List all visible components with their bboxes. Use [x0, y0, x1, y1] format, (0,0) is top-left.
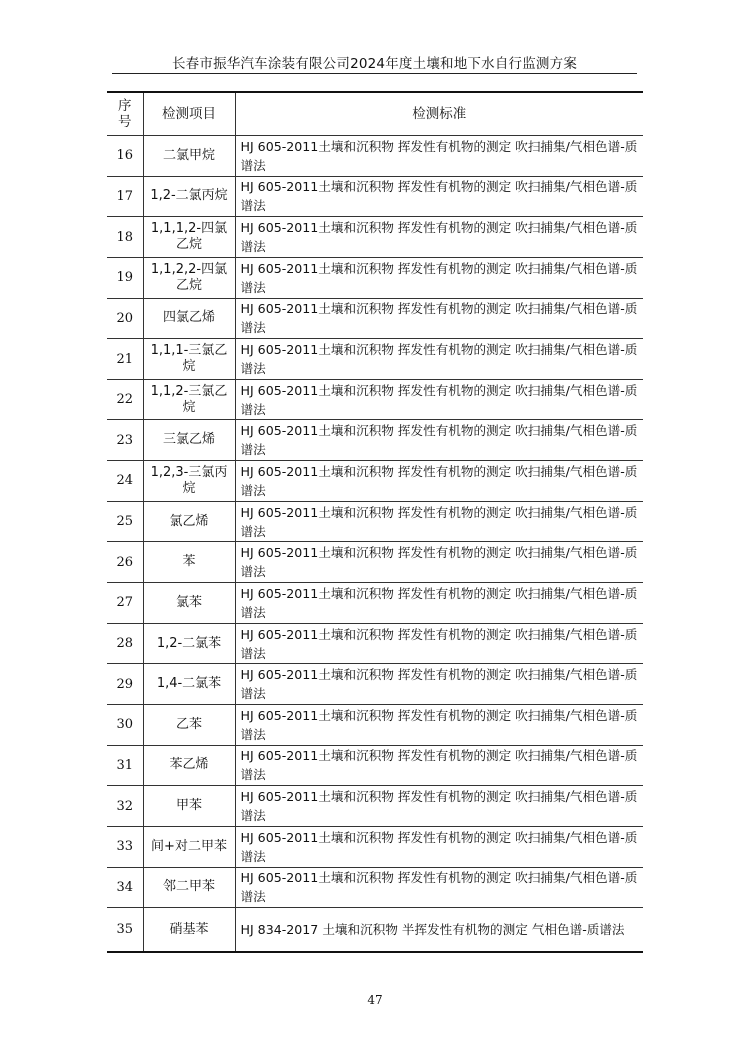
row-standard: HJ 605-2011土壤和沉积物 挥发性有机物的测定 吹扫捕集/气相色谱-质谱法 [235, 379, 643, 420]
row-seq: 20 [107, 298, 143, 339]
table-row [107, 623, 643, 664]
row-standard: HJ 605-2011土壤和沉积物 挥发性有机物的测定 吹扫捕集/气相色谱-质谱法 [235, 826, 643, 867]
row-seq: 16 [107, 136, 143, 177]
table-row [107, 217, 643, 258]
row-item: 二氯甲烷 [143, 136, 235, 177]
row-seq: 25 [107, 501, 143, 542]
row-item: 1,2,3-三氯丙烷 [143, 461, 235, 502]
row-seq: 19 [107, 257, 143, 298]
row-standard: HJ 605-2011土壤和沉积物 挥发性有机物的测定 吹扫捕集/气相色谱-质谱法 [235, 461, 643, 502]
row-item: 苯乙烯 [143, 745, 235, 786]
row-item: 苯 [143, 542, 235, 583]
row-standard: HJ 834-2017 土壤和沉积物 半挥发性有机物的测定 气相色谱-质谱法 [235, 908, 643, 953]
row-seq: 28 [107, 623, 143, 664]
row-seq: 29 [107, 664, 143, 705]
row-standard: HJ 605-2011土壤和沉积物 挥发性有机物的测定 吹扫捕集/气相色谱-质谱法 [235, 257, 643, 298]
row-item: 1,1,2,2-四氯乙烷 [143, 257, 235, 298]
row-standard: HJ 605-2011土壤和沉积物 挥发性有机物的测定 吹扫捕集/气相色谱-质谱法 [235, 339, 643, 380]
row-item: 乙苯 [143, 704, 235, 745]
row-standard: HJ 605-2011土壤和沉积物 挥发性有机物的测定 吹扫捕集/气相色谱-质谱法 [235, 420, 643, 461]
row-item: 1,4-二氯苯 [143, 664, 235, 705]
table-row [107, 908, 643, 953]
row-seq: 18 [107, 217, 143, 258]
row-seq: 21 [107, 339, 143, 380]
row-standard: HJ 605-2011土壤和沉积物 挥发性有机物的测定 吹扫捕集/气相色谱-质谱法 [235, 136, 643, 177]
table-row [107, 298, 643, 339]
column-header-standard: 检测标准 [235, 92, 643, 136]
row-seq: 27 [107, 583, 143, 624]
table-row [107, 583, 643, 624]
row-standard: HJ 605-2011土壤和沉积物 挥发性有机物的测定 吹扫捕集/气相色谱-质谱法 [235, 217, 643, 258]
row-standard: HJ 605-2011土壤和沉积物 挥发性有机物的测定 吹扫捕集/气相色谱-质谱法 [235, 623, 643, 664]
row-standard: HJ 605-2011土壤和沉积物 挥发性有机物的测定 吹扫捕集/气相色谱-质谱法 [235, 583, 643, 624]
row-item: 三氯乙烯 [143, 420, 235, 461]
table-row [107, 501, 643, 542]
table-row [107, 826, 643, 867]
row-item: 1,2-二氯丙烷 [143, 176, 235, 217]
row-item: 邻二甲苯 [143, 867, 235, 908]
table-row [107, 461, 643, 502]
row-seq: 30 [107, 704, 143, 745]
row-item: 甲苯 [143, 786, 235, 827]
table-row [107, 542, 643, 583]
row-item: 1,1,1,2-四氯乙烷 [143, 217, 235, 258]
row-standard: HJ 605-2011土壤和沉积物 挥发性有机物的测定 吹扫捕集/气相色谱-质谱法 [235, 664, 643, 705]
page-header-title: 长春市振华汽车涂装有限公司2024年度土壤和地下水自行监测方案 [171, 56, 578, 72]
table-row [107, 176, 643, 217]
table-row [107, 257, 643, 298]
column-header-item: 检测项目 [143, 92, 235, 136]
row-standard: HJ 605-2011土壤和沉积物 挥发性有机物的测定 吹扫捕集/气相色谱-质谱法 [235, 176, 643, 217]
row-standard: HJ 605-2011土壤和沉积物 挥发性有机物的测定 吹扫捕集/气相色谱-质谱法 [235, 786, 643, 827]
row-seq: 31 [107, 745, 143, 786]
table-row [107, 420, 643, 461]
table-container [107, 91, 643, 953]
table-row [107, 704, 643, 745]
table-row [107, 339, 643, 380]
table-row [107, 745, 643, 786]
row-seq: 32 [107, 786, 143, 827]
table-header-row [107, 92, 643, 136]
row-seq: 34 [107, 867, 143, 908]
row-seq: 22 [107, 379, 143, 420]
table-row [107, 867, 643, 908]
row-standard: HJ 605-2011土壤和沉积物 挥发性有机物的测定 吹扫捕集/气相色谱-质谱法 [235, 501, 643, 542]
row-item: 硝基苯 [143, 908, 235, 953]
table-body [107, 136, 643, 953]
header-divider [112, 73, 637, 74]
row-standard: HJ 605-2011土壤和沉积物 挥发性有机物的测定 吹扫捕集/气相色谱-质谱法 [235, 542, 643, 583]
page-number: 47 [367, 993, 383, 1007]
row-seq: 26 [107, 542, 143, 583]
table-row [107, 136, 643, 177]
column-header-seq-label: 序号 [118, 98, 132, 130]
row-standard: HJ 605-2011土壤和沉积物 挥发性有机物的测定 吹扫捕集/气相色谱-质谱法 [235, 298, 643, 339]
column-header-seq [107, 92, 143, 136]
monitoring-standards-table [107, 91, 643, 953]
row-seq: 33 [107, 826, 143, 867]
row-seq: 17 [107, 176, 143, 217]
row-standard: HJ 605-2011土壤和沉积物 挥发性有机物的测定 吹扫捕集/气相色谱-质谱法 [235, 704, 643, 745]
row-item: 四氯乙烯 [143, 298, 235, 339]
table-row [107, 379, 643, 420]
row-item: 1,1,1-三氯乙烷 [143, 339, 235, 380]
row-seq: 24 [107, 461, 143, 502]
table-row [107, 786, 643, 827]
row-item: 间+对二甲苯 [143, 826, 235, 867]
row-seq: 35 [107, 908, 143, 953]
row-item: 氯苯 [143, 583, 235, 624]
table-row [107, 664, 643, 705]
row-item: 1,2-二氯苯 [143, 623, 235, 664]
row-seq: 23 [107, 420, 143, 461]
row-item: 氯乙烯 [143, 501, 235, 542]
row-item: 1,1,2-三氯乙烷 [143, 379, 235, 420]
row-standard: HJ 605-2011土壤和沉积物 挥发性有机物的测定 吹扫捕集/气相色谱-质谱法 [235, 867, 643, 908]
row-standard: HJ 605-2011土壤和沉积物 挥发性有机物的测定 吹扫捕集/气相色谱-质谱法 [235, 745, 643, 786]
